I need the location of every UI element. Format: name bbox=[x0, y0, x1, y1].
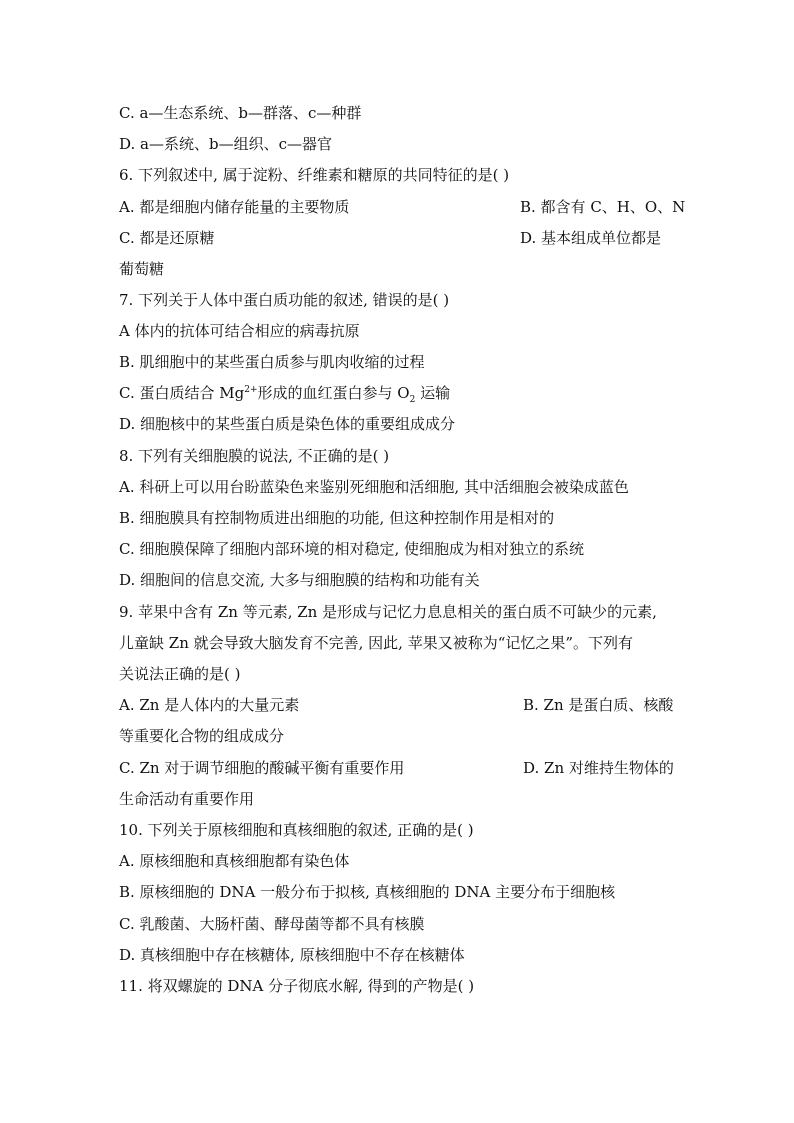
q7-option-a: A 体内的抗体可结合相应的病毒抗原 bbox=[119, 322, 360, 340]
q7-option-c bbox=[119, 383, 679, 403]
q9-option-a: A. Zn 是人体内的大量元素 bbox=[119, 696, 300, 714]
q6-stem: 6. 下列叙述中, 属于淀粉、纤维素和糖原的共同特征的是( ) bbox=[119, 166, 510, 184]
q8-option-a: A. 科研上可以用台盼蓝染色来鉴别死细胞和活细胞, 其中活细胞会被染成蓝色 bbox=[119, 478, 629, 496]
q6-option-d-cont: 葡萄糖 bbox=[119, 260, 165, 278]
q5-option-d: D. a—系统、b—组织、c—器官 bbox=[119, 135, 332, 153]
q5-option-c: C. a—生态系统、b—群落、c—种群 bbox=[119, 104, 362, 122]
q9-stem-line3: 关说法正确的是( ) bbox=[119, 665, 241, 683]
q10-option-b: B. 原核细胞的 DNA 一般分布于拟核, 真核细胞的 DNA 主要分布于细胞核 bbox=[119, 883, 616, 901]
magnesium-charge: 2+ bbox=[244, 385, 258, 395]
q6-option-d: D. 基本组成单位都是 bbox=[520, 229, 662, 247]
q7-stem: 7. 下列关于人体中蛋白质功能的叙述, 错误的是( ) bbox=[119, 291, 450, 309]
q7-option-b: B. 肌细胞中的某些蛋白质参与肌肉收缩的过程 bbox=[119, 353, 425, 371]
q9-option-c: C. Zn 对于调节细胞的酸碱平衡有重要作用 bbox=[119, 759, 405, 777]
q6-option-b: B. 都含有 C、H、O、N bbox=[520, 198, 686, 216]
oxygen-subscript: 2 bbox=[409, 395, 416, 405]
q8-option-d: D. 细胞间的信息交流, 大多与细胞膜的结构和功能有关 bbox=[119, 571, 480, 589]
q9-option-d: D. Zn 对维持生物体的 bbox=[523, 759, 674, 777]
q9-stem-line2: 儿童缺 Zn 就会导致大脑发育不完善, 因此, 苹果又被称为“记忆之果”。下列有 bbox=[119, 634, 634, 652]
q8-option-c: C. 细胞膜保障了细胞内部环境的相对稳定, 使细胞成为相对独立的系统 bbox=[119, 540, 585, 558]
q10-option-c: C. 乳酸菌、大肠杆菌、酵母菌等都不具有核膜 bbox=[119, 915, 425, 933]
q11-stem: 11. 将双螺旋的 DNA 分子彻底水解, 得到的产物是( ) bbox=[119, 977, 475, 995]
q7-option-d: D. 细胞核中的某些蛋白质是染色体的重要组成成分 bbox=[119, 415, 456, 433]
q7-option-c-text2: 形成的血红蛋白参与 O bbox=[257, 384, 410, 402]
q7-option-c-text3: 运输 bbox=[415, 384, 451, 402]
q8-option-b: B. 细胞膜具有控制物质进出细胞的功能, 但这种控制作用是相对的 bbox=[119, 509, 555, 527]
q9-option-d-cont: 生命活动有重要作用 bbox=[119, 790, 255, 808]
q10-option-d: D. 真核细胞中存在核糖体, 原核细胞中不存在核糖体 bbox=[119, 946, 465, 964]
q9-option-b: B. Zn 是蛋白质、核酸 bbox=[523, 696, 674, 714]
q10-stem: 10. 下列关于原核细胞和真核细胞的叙述, 正确的是( ) bbox=[119, 821, 474, 839]
q8-stem: 8. 下列有关细胞膜的说法, 不正确的是( ) bbox=[119, 447, 390, 465]
q10-option-a: A. 原核细胞和真核细胞都有染色体 bbox=[119, 852, 350, 870]
q9-stem-line1: 9. 苹果中含有 Zn 等元素, Zn 是形成与记忆力息息相关的蛋白质不可缺少的元素, bbox=[119, 603, 657, 621]
q6-option-a: A. 都是细胞内储存能量的主要物质 bbox=[119, 198, 350, 216]
q9-option-b-cont: 等重要化合物的组成成分 bbox=[119, 727, 285, 745]
q6-option-c: C. 都是还原糖 bbox=[119, 229, 215, 247]
q7-option-c-text1: C. 蛋白质结合 Mg bbox=[119, 384, 245, 402]
